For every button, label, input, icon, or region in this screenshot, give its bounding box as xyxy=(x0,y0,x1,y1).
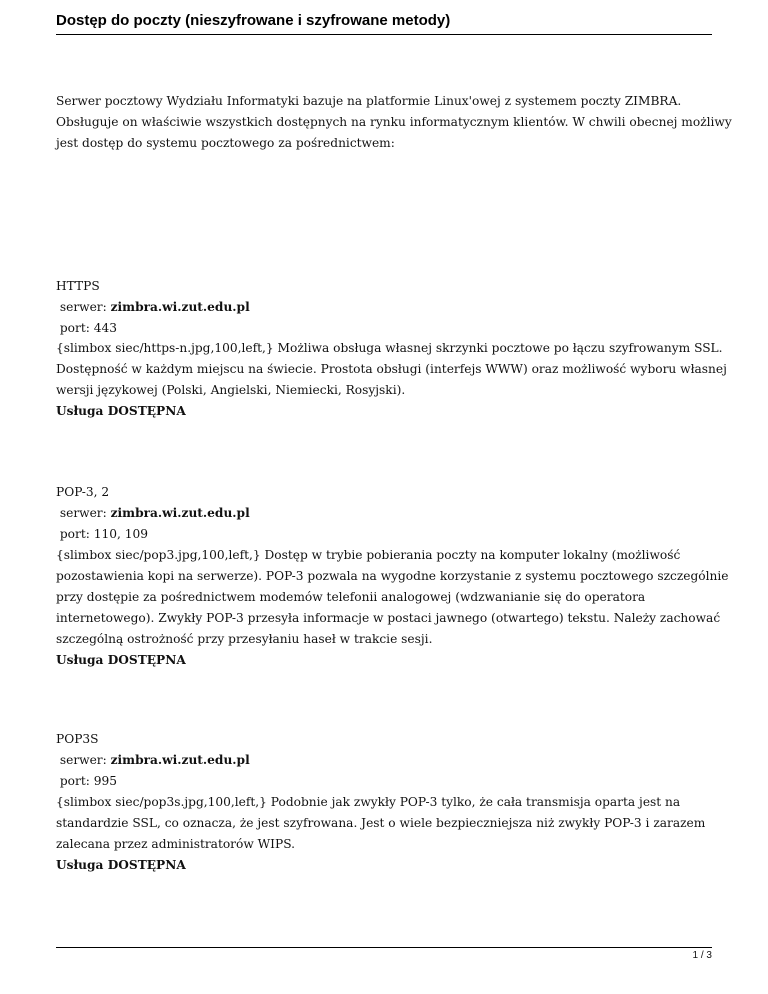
status-text: Usługa DOSTĘPNA xyxy=(56,653,186,667)
intro-line: Serwer pocztowy Wydziału Informatyki bazuje na platformie Linux'owej z systemem poczty ZIMBRA. xyxy=(56,94,682,108)
port-value: port: 995 xyxy=(59,774,117,788)
section-pop3-description xyxy=(56,545,729,671)
description-line: {slimbox siec/pop3s.jpg,100,left,} Podobnie jak zwykły POP-3 tylko, że cała transmisja oparta jest na xyxy=(56,795,681,809)
port-value: port: 443 xyxy=(59,321,117,335)
port-line xyxy=(56,318,712,339)
intro-line: Obsługuje on właściwie wszystkich dostępnych na rynku informatycznym klientów. W chwili obecnej możliwy xyxy=(56,115,732,129)
page-number: 1 / 3 xyxy=(692,950,712,961)
server-value: zimbra.wi.zut.edu.pl xyxy=(110,753,250,767)
section-name: POP3S xyxy=(56,732,99,746)
port-value: port: 110, 109 xyxy=(59,527,148,541)
status-text: Usługa DOSTĘPNA xyxy=(56,858,186,872)
description-line: szczególną ostrożność przy przesyłaniu haseł w trakcie sesji. xyxy=(56,632,433,646)
page-title: Dostęp do poczty (nieszyfrowane i szyfrowane metody) xyxy=(56,12,712,35)
section-name: HTTPS xyxy=(56,279,100,293)
server-value: zimbra.wi.zut.edu.pl xyxy=(110,506,250,520)
section-https-description xyxy=(56,338,727,422)
server-line xyxy=(56,750,712,771)
port-line xyxy=(56,524,712,545)
description-line: {slimbox siec/https-n.jpg,100,left,} Możliwa obsługa własnej skrzynki pocztowe po łączu szyfrowanym SSL. xyxy=(56,341,723,355)
server-label: serwer: xyxy=(59,753,111,767)
section-name: POP-3, 2 xyxy=(56,485,110,499)
port-line xyxy=(56,771,712,792)
server-line xyxy=(56,297,712,318)
server-line xyxy=(56,503,712,524)
section-pop3s-description xyxy=(56,792,712,876)
description-line: Dostępność w każdym miejscu na świecie. Prostota obsługi (interfejs WWW) oraz możliwość wyboru własnej xyxy=(56,362,727,376)
description-line: standardzie SSL, co oznacza, że jest szyfrowana. Jest o wiele bezpieczniejsza niż zwykły POP-3 i zarazem xyxy=(56,816,706,830)
description-line: wersji językowej (Polski, Angielski, Niemiecki, Rosyjski). xyxy=(56,383,406,397)
intro-line: jest dostęp do systemu pocztowego za pośrednictwem: xyxy=(56,136,395,150)
server-label: serwer: xyxy=(59,300,111,314)
description-line: {slimbox siec/pop3.jpg,100,left,} Dostęp w trybie pobierania poczty na komputer lokalny (możliwość xyxy=(56,548,681,562)
description-line: zalecana przez administratorów WIPS. xyxy=(56,837,295,851)
page-footer xyxy=(56,947,712,961)
description-line: pozostawienia kopi na serwerze). POP-3 pozwala na wygodne korzystanie z systemu pocztowego szczególnie xyxy=(56,569,729,583)
section-pop3-info xyxy=(56,482,712,545)
intro-paragraph xyxy=(56,91,732,154)
status-text: Usługa DOSTĘPNA xyxy=(56,404,186,418)
description-line: przy dostępie za pośrednictwem modemów telefonii analogowej (wdzwanianie się do operatora xyxy=(56,590,646,604)
description-line: internetowego). Zwykły POP-3 przesyła informacje w postaci jawnego (otwartego) tekstu. Należy zachować xyxy=(56,611,721,625)
server-value: zimbra.wi.zut.edu.pl xyxy=(110,300,250,314)
server-label: serwer: xyxy=(59,506,111,520)
section-pop3s-info xyxy=(56,729,712,792)
section-https-info xyxy=(56,276,712,339)
